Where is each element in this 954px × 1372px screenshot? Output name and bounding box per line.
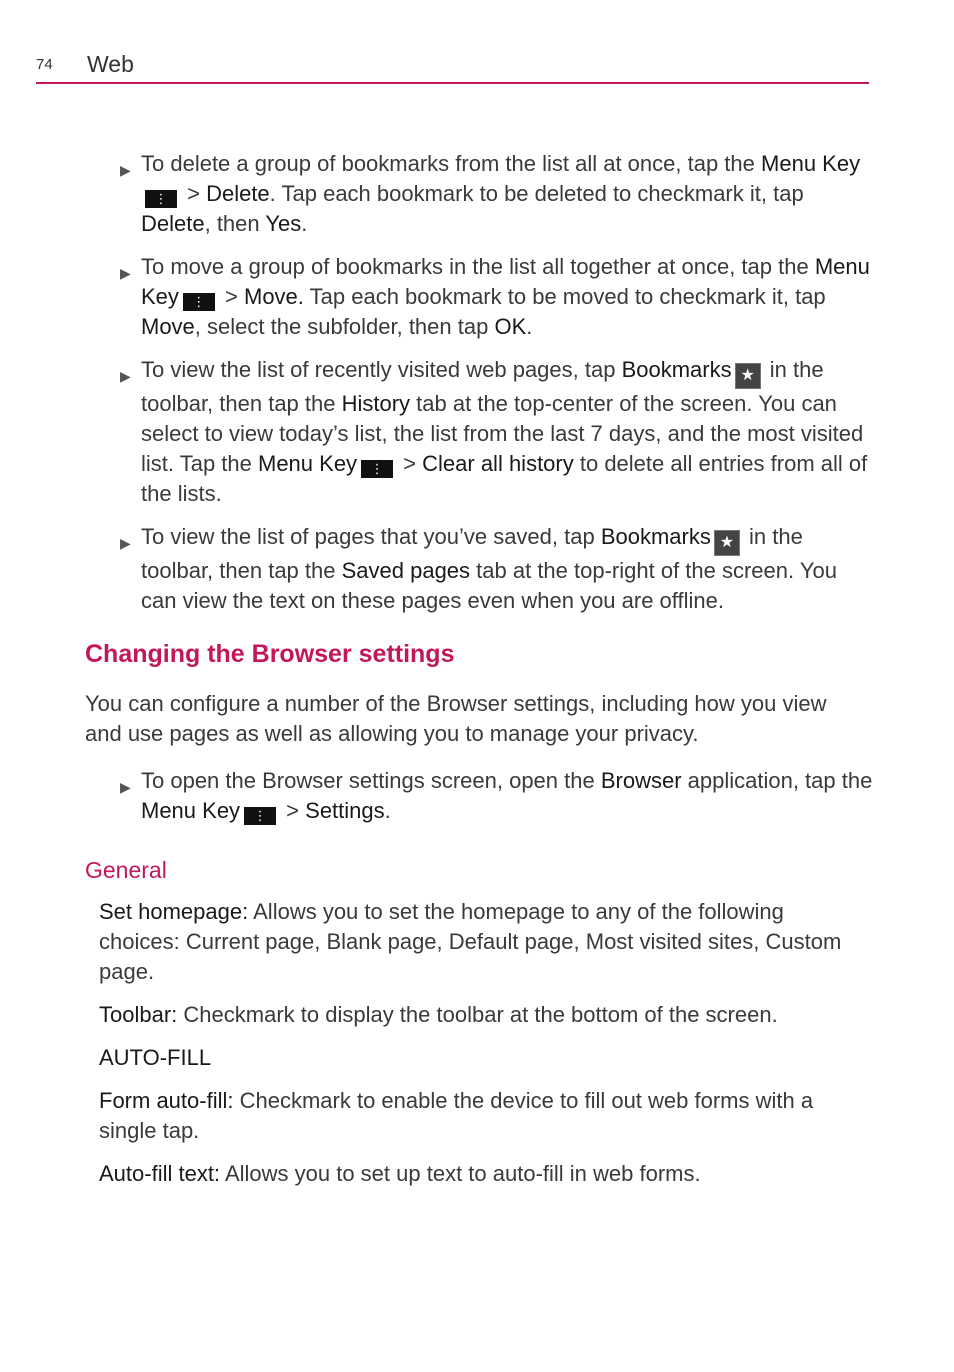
setting-label: Set homepage: (99, 899, 249, 924)
item-text: , select the subfolder, then tap (194, 314, 495, 339)
list-item (116, 149, 876, 239)
ui-term: Move (141, 314, 195, 339)
item-text: > (218, 284, 244, 309)
item-text: in the toolbar, then tap the (141, 524, 803, 583)
bullet-arrow-icon: ▶ (120, 162, 131, 178)
page-number: 74 (36, 56, 53, 73)
bookmark-bullet-list (116, 149, 876, 629)
item-text: , then (204, 211, 266, 236)
item-text: > (397, 451, 423, 476)
ui-term: OK (494, 314, 527, 339)
setting-label: Form auto-fill: (99, 1088, 234, 1113)
item-text: To view the list of recently visited web pages, tap (141, 357, 622, 382)
ui-term: Move. (244, 284, 304, 309)
setting-item (99, 1000, 869, 1030)
item-text: To view the list of pages that you’ve saved, tap (141, 524, 601, 549)
bullet-arrow-icon: ▶ (120, 779, 131, 795)
list-item (116, 252, 876, 342)
ui-term: Bookmarks (621, 357, 732, 382)
intro-paragraph: You can configure a number of the Browser settings, including how you view and use pages as well as allowing you to manage your privacy. (85, 691, 827, 746)
item-text: tab at the top-center of the screen. You can select to view today’s list, the list from the last 7 days, and the most visited list. Tap the (141, 391, 864, 476)
page-header (36, 50, 869, 84)
item-text: to delete all entries from all of the lists. (141, 451, 868, 506)
item-text: > (280, 798, 306, 823)
menu-key-icon: ⋮ (244, 807, 276, 825)
setting-item (99, 1159, 869, 1189)
item-text: > (181, 181, 207, 206)
ui-term: Delete (206, 181, 270, 206)
bullet-arrow-icon: ▶ (120, 368, 131, 384)
menu-key-icon: ⋮ (183, 293, 215, 311)
ui-term: Browser (600, 768, 682, 793)
bullet-arrow-icon: ▶ (120, 535, 131, 551)
item-text: . (526, 314, 533, 339)
ui-term: Menu Key (141, 254, 870, 309)
settings-list (99, 897, 869, 1202)
bookmark-icon: ★ (714, 530, 740, 556)
setting-desc: Checkmark to enable the device to fill out web forms with a single tap. (99, 1088, 814, 1143)
section-name: Web (87, 51, 134, 77)
item-text: Tap each bookmark to be moved to checkmark it, tap (303, 284, 826, 309)
setting-item (99, 1043, 869, 1073)
ui-term: Clear all history (422, 451, 574, 476)
list-item (116, 522, 876, 616)
item-text: in the toolbar, then tap the (141, 357, 824, 416)
ui-term: Bookmarks (600, 524, 711, 549)
section-heading: Changing the Browser settings (85, 640, 455, 668)
subsection-heading: General (85, 857, 167, 883)
bullet-arrow-icon: ▶ (120, 265, 131, 281)
menu-key-icon: ⋮ (361, 460, 393, 478)
ui-term: Delete (141, 211, 205, 236)
setting-item (99, 1086, 869, 1146)
item-text: To delete a group of bookmarks from the list all at once, tap the (141, 151, 762, 176)
ui-term: Menu Key (258, 451, 358, 476)
ui-term: History (341, 391, 411, 416)
ui-term: Menu Key (141, 798, 241, 823)
bookmark-icon: ★ (735, 363, 761, 389)
list-item (116, 355, 876, 509)
item-text: . Tap each bookmark to be deleted to checkmark it, tap (269, 181, 804, 206)
item-text: application, tap the (681, 768, 873, 793)
setting-label: AUTO-FILL (99, 1045, 212, 1070)
ui-term: Saved pages (341, 558, 471, 583)
list-item (116, 766, 876, 826)
setting-item (99, 897, 869, 987)
setting-desc: Checkmark to display the toolbar at the bottom of the screen. (177, 1002, 778, 1027)
menu-key-icon: ⋮ (145, 190, 177, 208)
ui-term: Yes (265, 211, 302, 236)
settings-bullet-list (116, 766, 876, 839)
item-text: . (301, 211, 308, 236)
item-text: To open the Browser settings screen, open the (141, 768, 601, 793)
ui-term: Menu Key (761, 151, 861, 176)
item-text: . (384, 798, 391, 823)
ui-term: Settings (305, 798, 385, 823)
setting-label: Toolbar: (99, 1002, 178, 1027)
item-text: To move a group of bookmarks in the list all together at once, tap the (141, 254, 815, 279)
item-text: tab at the top-right of the screen. You can view the text on these pages even when you are offline. (141, 558, 837, 613)
setting-label: Auto-fill text: (99, 1161, 221, 1186)
setting-desc: Allows you to set the homepage to any of the following choices: Current page, Blank page, Default page, Most visited sites, Custom page. (99, 899, 842, 984)
setting-desc: Allows you to set up text to auto-fill in web forms. (220, 1161, 701, 1186)
